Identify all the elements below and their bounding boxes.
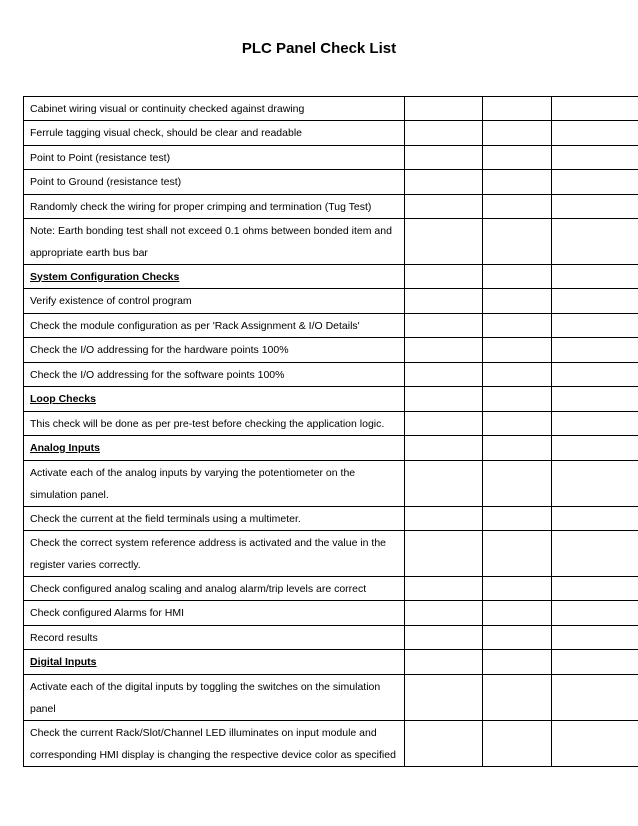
section-heading xyxy=(24,387,405,412)
checklist-row xyxy=(24,675,638,721)
checklist-row xyxy=(24,507,638,531)
section-heading-label: Digital Inputs xyxy=(30,656,97,668)
check-cell-3[interactable] xyxy=(552,265,638,289)
check-cell-1[interactable] xyxy=(405,531,483,577)
check-item-text xyxy=(24,412,405,436)
check-item-text xyxy=(24,97,405,121)
check-cell-3[interactable] xyxy=(552,507,638,531)
check-cell-3[interactable] xyxy=(552,577,638,601)
checklist-row xyxy=(24,289,638,314)
check-cell-3[interactable] xyxy=(552,121,638,146)
check-cell-3[interactable] xyxy=(552,461,638,507)
check-cell-1[interactable] xyxy=(405,265,483,289)
check-cell-1[interactable] xyxy=(405,675,483,721)
checklist-table xyxy=(23,96,638,767)
check-cell-1[interactable] xyxy=(405,289,483,314)
check-cell-3[interactable] xyxy=(552,650,638,675)
check-item-label: Check the current at the field terminals using a multimeter. xyxy=(30,512,301,525)
page-title: PLC Panel Check List xyxy=(241,40,397,57)
check-item-text xyxy=(24,577,405,601)
check-item-label: Check the correct system reference address is activated and the value in the register varies correctly. xyxy=(30,536,387,571)
check-item-label: Point to Point (resistance test) xyxy=(30,151,171,164)
checklist-row xyxy=(24,461,638,507)
checklist-row xyxy=(24,314,638,338)
check-item-text xyxy=(24,314,405,338)
check-cell-2[interactable] xyxy=(483,314,552,338)
check-cell-1[interactable] xyxy=(405,650,483,675)
check-cell-3[interactable] xyxy=(552,170,638,195)
checklist-row xyxy=(24,146,638,170)
check-cell-3[interactable] xyxy=(552,289,638,314)
check-item-text xyxy=(24,675,405,721)
check-item-text xyxy=(24,121,405,146)
check-item-text xyxy=(24,338,405,363)
check-item-label: Ferrule tagging visual check, should be clear and readable xyxy=(30,127,303,139)
check-item-label: Check configured Alarms for HMI xyxy=(30,607,185,619)
checklist-row xyxy=(24,626,638,650)
check-cell-3[interactable] xyxy=(552,721,638,767)
check-cell-2[interactable] xyxy=(483,436,552,461)
check-cell-1[interactable] xyxy=(405,577,483,601)
check-item-text xyxy=(24,195,405,219)
checklist-row xyxy=(24,97,638,121)
check-item-label: Check the module configuration as per 'Rack Assignment & I/O Details' xyxy=(30,319,360,332)
section-heading xyxy=(24,436,405,461)
check-item-label: Check the I/O addressing for the hardware points 100% xyxy=(30,344,289,356)
check-item-label: This check will be done as per pre-test before checking the application logic. xyxy=(30,417,385,430)
check-cell-1[interactable] xyxy=(405,170,483,195)
check-cell-1[interactable] xyxy=(405,146,483,170)
section-heading-row xyxy=(24,265,638,289)
check-cell-2[interactable] xyxy=(483,531,552,577)
check-item-label: Check the current Rack/Slot/Channel LED illuminates on input module and corresponding HMI display is changing the respective device color as specified xyxy=(30,726,396,761)
check-item-label: Note: Earth bonding test shall not exceed 0.1 ohms between bonded item and appropriate earth bus bar xyxy=(30,224,392,259)
checklist-row xyxy=(24,195,638,219)
checklist-row xyxy=(24,219,638,265)
section-heading-label: Loop Checks xyxy=(30,393,96,405)
checklist-row xyxy=(24,577,638,601)
check-cell-1[interactable] xyxy=(405,338,483,363)
check-cell-2[interactable] xyxy=(483,577,552,601)
check-cell-2[interactable] xyxy=(483,146,552,170)
check-cell-1[interactable] xyxy=(405,721,483,767)
check-cell-1[interactable] xyxy=(405,363,483,387)
check-cell-3[interactable] xyxy=(552,314,638,338)
check-cell-3[interactable] xyxy=(552,436,638,461)
check-item-text xyxy=(24,601,405,626)
check-cell-3[interactable] xyxy=(552,195,638,219)
check-cell-3[interactable] xyxy=(552,675,638,721)
check-cell-1[interactable] xyxy=(405,507,483,531)
check-cell-1[interactable] xyxy=(405,121,483,146)
check-cell-2[interactable] xyxy=(483,650,552,675)
section-heading-row xyxy=(24,436,638,461)
check-item-label: Activate each of the analog inputs by varying the potentiometer on the simulation panel. xyxy=(30,466,356,501)
check-cell-2[interactable] xyxy=(483,626,552,650)
checklist-row xyxy=(24,121,638,146)
check-item-text xyxy=(24,289,405,314)
check-cell-2[interactable] xyxy=(483,601,552,626)
check-cell-2[interactable] xyxy=(483,338,552,363)
check-cell-1[interactable] xyxy=(405,626,483,650)
check-cell-3[interactable] xyxy=(552,387,638,412)
check-item-label: Cabinet wiring visual or continuity checked against drawing xyxy=(30,102,305,115)
check-item-text xyxy=(24,146,405,170)
check-cell-1[interactable] xyxy=(405,461,483,507)
check-cell-2[interactable] xyxy=(483,721,552,767)
check-cell-3[interactable] xyxy=(552,338,638,363)
checklist-row xyxy=(24,531,638,577)
check-item-text xyxy=(24,461,405,507)
check-cell-2[interactable] xyxy=(483,289,552,314)
check-cell-2[interactable] xyxy=(483,387,552,412)
check-item-label: Verify existence of control program xyxy=(30,295,192,307)
check-cell-3[interactable] xyxy=(552,626,638,650)
check-cell-2[interactable] xyxy=(483,412,552,436)
check-cell-3[interactable] xyxy=(552,412,638,436)
check-cell-1[interactable] xyxy=(405,219,483,265)
checklist-row xyxy=(24,363,638,387)
check-cell-3[interactable] xyxy=(552,97,638,121)
check-cell-3[interactable] xyxy=(552,146,638,170)
section-heading xyxy=(24,265,405,289)
section-heading-label: System Configuration Checks xyxy=(30,270,180,283)
check-cell-3[interactable] xyxy=(552,363,638,387)
check-cell-2[interactable] xyxy=(483,219,552,265)
check-cell-2[interactable] xyxy=(483,363,552,387)
checklist-row xyxy=(24,721,638,767)
check-item-label: Check configured analog scaling and analog alarm/trip levels are correct xyxy=(30,582,367,595)
checklist-row xyxy=(24,412,638,436)
check-cell-1[interactable] xyxy=(405,314,483,338)
check-cell-3[interactable] xyxy=(552,601,638,626)
check-cell-2[interactable] xyxy=(483,170,552,195)
check-cell-2[interactable] xyxy=(483,461,552,507)
check-cell-2[interactable] xyxy=(483,121,552,146)
check-cell-3[interactable] xyxy=(552,531,638,577)
check-cell-2[interactable] xyxy=(483,195,552,219)
check-cell-1[interactable] xyxy=(405,412,483,436)
check-cell-1[interactable] xyxy=(405,601,483,626)
checklist-row xyxy=(24,170,638,195)
checklist-row xyxy=(24,338,638,363)
check-item-label: Randomly check the wiring for proper crimping and termination (Tug Test) xyxy=(30,200,372,213)
check-item-text xyxy=(24,363,405,387)
section-heading xyxy=(24,650,405,675)
check-item-label: Record results xyxy=(30,631,98,644)
section-heading-row xyxy=(24,387,638,412)
check-cell-1[interactable] xyxy=(405,97,483,121)
check-item-text xyxy=(24,721,405,767)
check-cell-1[interactable] xyxy=(405,195,483,219)
check-item-text xyxy=(24,170,405,195)
section-heading-row xyxy=(24,650,638,675)
section-heading-label: Analog Inputs xyxy=(30,442,100,454)
check-cell-2[interactable] xyxy=(483,507,552,531)
check-item-text xyxy=(24,531,405,577)
check-cell-3[interactable] xyxy=(552,219,638,265)
check-item-label: Check the I/O addressing for the software points 100% xyxy=(30,368,285,381)
checklist-row xyxy=(24,601,638,626)
check-cell-2[interactable] xyxy=(483,675,552,721)
check-item-label: Point to Ground (resistance test) xyxy=(30,176,182,188)
check-cell-1[interactable] xyxy=(405,436,483,461)
check-item-text xyxy=(24,219,405,265)
check-item-label: Activate each of the digital inputs by toggling the switches on the simulation panel xyxy=(30,680,381,715)
check-item-text xyxy=(24,626,405,650)
check-cell-1[interactable] xyxy=(405,387,483,412)
check-cell-2[interactable] xyxy=(483,97,552,121)
check-cell-2[interactable] xyxy=(483,265,552,289)
check-item-text xyxy=(24,507,405,531)
